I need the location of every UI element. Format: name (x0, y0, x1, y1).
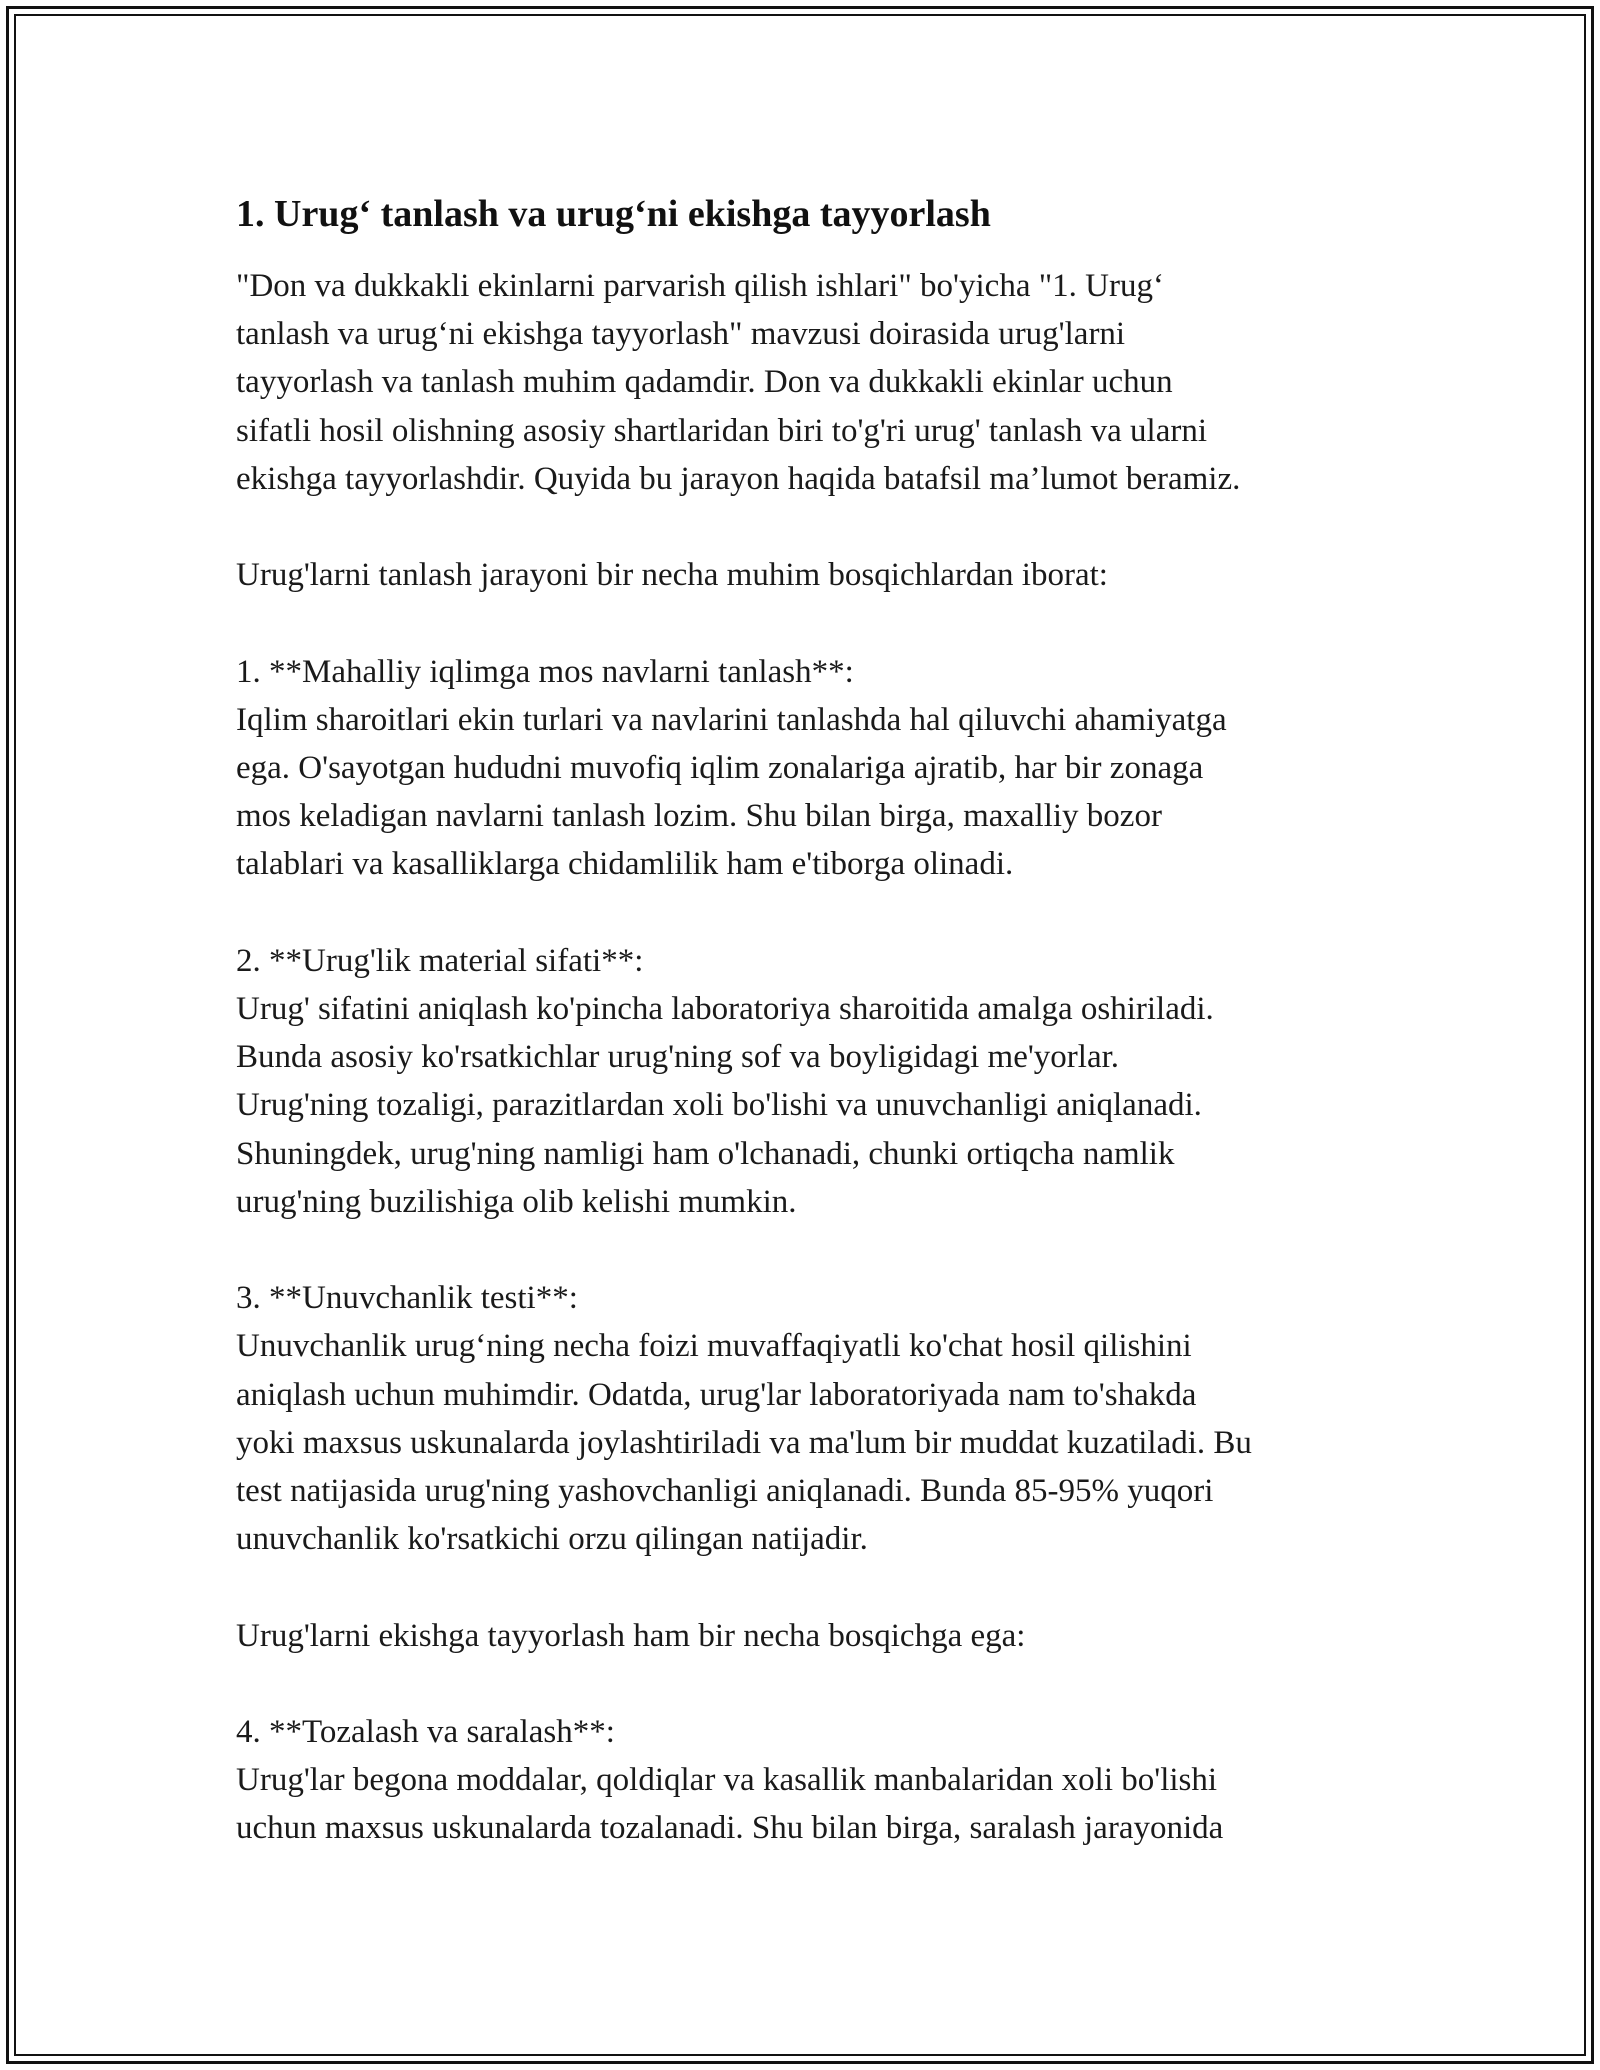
document-body (236, 188, 1376, 1853)
spacer (236, 599, 1376, 647)
spacer (236, 1226, 1376, 1274)
item-body: Urug' sifatini aniqlash ko'pincha laboratoriya sharoitida amalga oshiriladi. Bunda asosiy ko'rsatkichlar urug'ning sof va boyligidagi me'yorlar. Urug'ning tozaligi, parazitlardan xoli bo'lishi va unuvchanligi aniqlanadi. Shuningdek, urug'ning namligi ham o'lchanadi, chunki ortiqcha namlik urug'ning buzilishiga olib kelishi mumkin. (236, 991, 1214, 1220)
list-item (236, 1708, 1376, 1853)
item-heading: 1. **Mahalliy iqlimga mos navlarni tanlash**: (236, 653, 854, 690)
item-heading: 3. **Unuvchanlik testi**: (236, 1280, 578, 1317)
preparation-intro: Urug'larni ekishga tayyorlash ham bir necha bosqichga ega: (236, 1617, 1026, 1654)
list-item (236, 648, 1376, 889)
spacer (236, 1660, 1376, 1708)
spacer (236, 1563, 1376, 1611)
selection-intro: Urug'larni tanlash jarayoni bir necha muhim bosqichlardan iborat: (236, 557, 1108, 594)
spacer (236, 503, 1376, 551)
intro-paragraph: "Don va dukkakli ekinlarni parvarish qilish ishlari" bo'yicha "1. Urug‘ tanlash va urug‘ni ekishga tayyorlash" mavzusi doirasida urug'larni tayyorlash va tanlash muhim qadamdir. Don va dukkakli ekinlar uchun sifatli hosil olishning asosiy shartlaridan biri to'g'ri urug' tanlash va ularni ekishga tayyorlashdir. Quyida bu jarayon haqida batafsil ma’lumot beramiz. (236, 268, 1241, 497)
list-item (236, 1274, 1376, 1563)
item-body: Urug'lar begona moddalar, qoldiqlar va kasallik manbalaridan xoli bo'lishi uchun maxsus uskunalarda tozalanadi. Shu bilan birga, saralash jarayonida (236, 1762, 1224, 1847)
item-body: Unuvchanlik urug‘ning necha foizi muvaffaqiyatli ko'chat hosil qilishini aniqlash uchun muhimdir. Odatda, urug'lar laboratoriyada nam to'shakda yoki maxsus uskunalarda joylashtiriladi va ma'lum bir muddat kuzatiladi. Bu test natijasida urug'ning yashovchanligi aniqlanadi. Bunda 85-95% yuqori unuvchanlik ko'rsatkichi orzu qilingan natijadir. (236, 1328, 1252, 1558)
list-item (236, 937, 1376, 1226)
item-body: Iqlim sharoitlari ekin turlari va navlarini tanlashda hal qiluvchi ahamiyatga ega. O'sayotgan hududni muvofiq iqlim zonalariga ajratib, har bir zonaga mos keladigan navlarni tanlash lozim. Shu bilan birga, maxalliy bozor talablari va kasalliklarga chidamlilik ham e'tiborga olinadi. (236, 701, 1227, 883)
item-heading: 4. **Tozalash va saralash**: (236, 1714, 615, 1750)
spacer (236, 889, 1376, 937)
document-title: 1. Urug‘ tanlash va urug‘ni ekishga tayyorlash (236, 193, 991, 235)
item-heading: 2. **Urug'lik material sifati**: (236, 942, 644, 979)
